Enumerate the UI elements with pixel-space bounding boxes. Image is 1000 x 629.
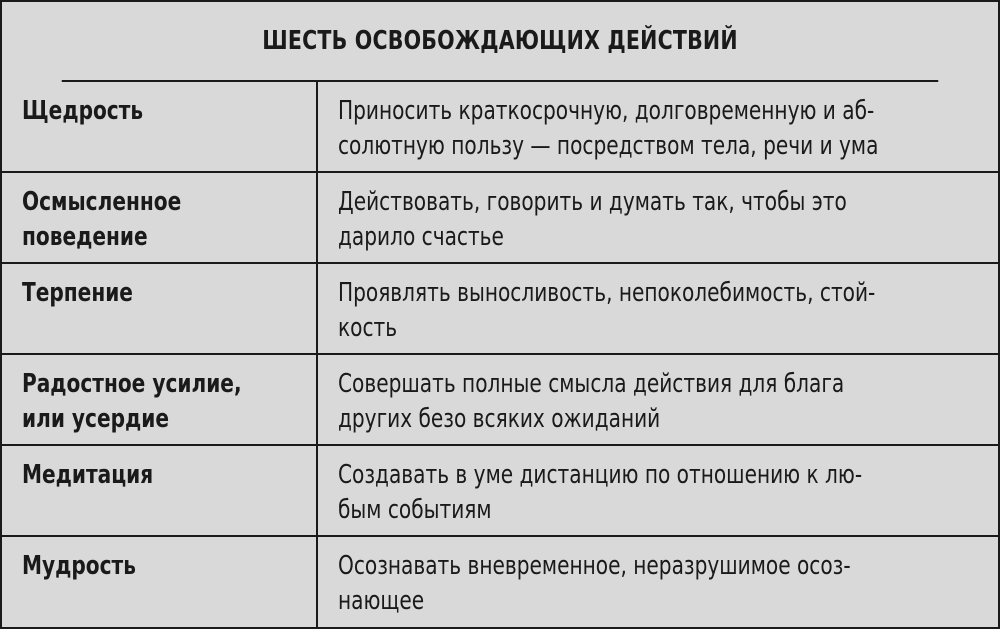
row-description-cell xyxy=(318,82,998,171)
row-name: Терпение xyxy=(22,278,133,308)
row-name-cell xyxy=(2,446,318,535)
row-description: Действовать, говорить и думать так, чтобы это дарило счастье xyxy=(338,187,847,252)
row-name-cell xyxy=(2,355,318,444)
row-description: Приносить краткосрочную, долговременную и аб- солютную пользу — посредством тела, речи и ума xyxy=(338,96,879,161)
table-row xyxy=(2,173,998,264)
row-name-cell xyxy=(2,537,318,629)
row-description-cell xyxy=(318,446,998,535)
row-name: Осмысленное поведение xyxy=(22,187,182,252)
row-description-cell xyxy=(318,173,998,262)
table-row xyxy=(2,446,998,537)
row-description: Осознавать вневременное, неразрушимое осоз- нающее xyxy=(338,551,851,616)
row-name: Мудрость xyxy=(22,551,136,581)
row-description-cell xyxy=(318,537,998,629)
table-row xyxy=(2,264,998,355)
table-title-text: ШЕСТЬ ОСВОБОЖДАЮЩИХ ДЕЙСТВИЙ xyxy=(262,26,738,56)
row-name-cell xyxy=(2,264,318,353)
row-name-cell xyxy=(2,82,318,171)
row-description-cell xyxy=(318,355,998,444)
row-description: Совершать полные смысла действия для блага других безо всяких ожиданий xyxy=(338,369,845,434)
row-name: Медитация xyxy=(22,460,154,490)
row-name: Щедрость xyxy=(22,96,144,126)
table-row xyxy=(2,355,998,446)
table-row xyxy=(2,537,998,629)
row-description: Создавать в уме дистанцию по отношению к лю- бым событиям xyxy=(338,460,863,525)
table-title xyxy=(62,2,938,82)
row-description: Проявлять выносливость, непоколебимость, стой- кость xyxy=(338,278,876,343)
row-name: Радостное усилие, или усердие xyxy=(22,369,242,434)
table-row xyxy=(2,82,998,173)
row-name-cell xyxy=(2,173,318,262)
row-description-cell xyxy=(318,264,998,353)
